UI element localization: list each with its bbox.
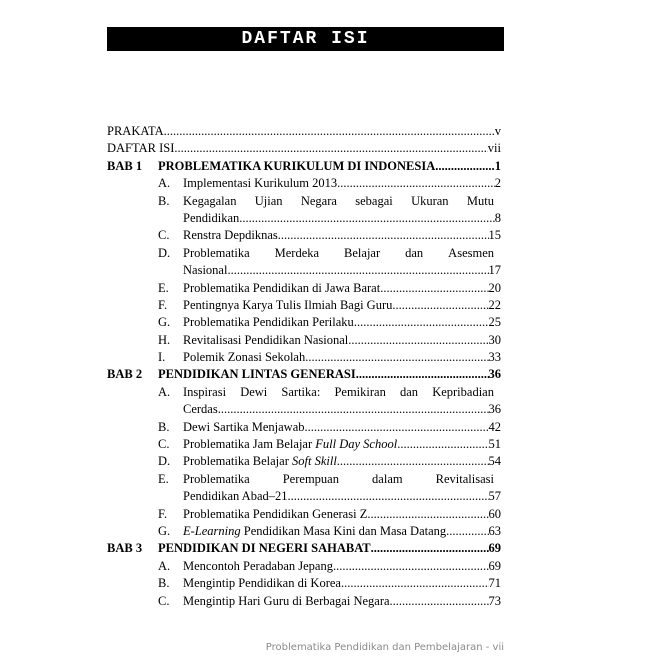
toc-entry[interactable] [107, 506, 501, 523]
entry-title-line2: Pendidikan [183, 210, 240, 225]
entry-title: E-Learning Pendidikan Masa Kini dan Masa Datang [183, 523, 447, 538]
entry-letter: A. [158, 176, 171, 191]
entry-letter: B. [158, 419, 170, 434]
entry-letter: F. [158, 297, 168, 312]
entry-title-line2: Nasional [183, 263, 228, 278]
entry-title: Problematika Belajar Soft Skill [183, 454, 337, 469]
entry-title: Polemik Zonasi Sekolah [183, 350, 306, 365]
entry-title: DAFTAR ISI [107, 141, 175, 156]
chapter-page: 36 [488, 367, 501, 382]
entry-letter: D. [158, 454, 171, 469]
entry-page: 8 [494, 210, 501, 225]
entry-page: v [494, 124, 501, 138]
toc-entry[interactable] [107, 436, 501, 453]
toc-entry[interactable] [107, 193, 501, 210]
entry-title: PRAKATA [107, 124, 164, 138]
chapter-page: 69 [488, 541, 501, 556]
entry-page: 30 [488, 332, 501, 347]
toc-entry-continuation[interactable] [107, 401, 501, 418]
toc-entry[interactable] [107, 558, 501, 575]
entry-title: Pentingnya Karya Tulis Ilmiah Bagi Guru [183, 297, 393, 312]
toc-entry[interactable] [107, 575, 501, 592]
entry-letter: B. [158, 576, 170, 591]
toc-entry[interactable] [107, 523, 501, 540]
entry-page: 17 [488, 263, 501, 278]
toc-entry[interactable] [107, 349, 501, 366]
entry-page: 22 [488, 297, 501, 312]
entry-title-line1: Problematika Perempuan dalam Revitalisasi [183, 471, 494, 486]
entry-letter: F. [158, 506, 168, 521]
entry-page: 71 [488, 576, 501, 591]
entry-letter: A. [158, 384, 171, 399]
entry-page: 51 [488, 437, 501, 452]
entry-title: Renstra Depdiknas [183, 228, 278, 243]
toc-entry[interactable] [107, 453, 501, 470]
entry-title-line1: Kegagalan Ujian Negara sebagai Ukuran Mutu [183, 193, 494, 208]
toc-chapter-bab2[interactable] [107, 366, 501, 383]
toc-entry[interactable] [107, 314, 501, 331]
entry-page: 15 [488, 228, 501, 243]
entry-title: Problematika Pendidikan Perilaku [183, 315, 354, 330]
entry-page: 36 [488, 402, 501, 417]
entry-page: 33 [488, 350, 501, 365]
entry-letter: B. [158, 193, 170, 208]
chapter-title: PROBLEMATIKA KURIKULUM DI INDONESIA [158, 158, 436, 173]
toc-entry-daftar-isi[interactable] [107, 140, 501, 157]
toc-entry[interactable] [107, 471, 501, 488]
entry-title: Revitalisasi Pendidikan Nasional [183, 332, 349, 347]
entry-title: Problematika Pendidikan Generasi Z [183, 506, 368, 521]
toc-entry[interactable] [107, 227, 501, 244]
entry-page: 73 [488, 593, 501, 608]
entry-letter: G. [158, 315, 171, 330]
entry-title-emphasis: E-Learning [183, 523, 241, 538]
toc-entry[interactable] [107, 297, 501, 314]
entry-letter: E. [158, 471, 169, 486]
entry-page: 2 [494, 176, 501, 191]
toc-entry[interactable] [107, 332, 501, 349]
toc-entry[interactable] [107, 593, 501, 610]
entry-page: 57 [488, 489, 501, 504]
entry-title-emphasis: Full Day School [315, 437, 398, 452]
toc-entry[interactable] [107, 245, 501, 262]
table-of-contents [107, 123, 501, 610]
page-footer: Problematika Pendidikan dan Pembelajaran - vii [265, 642, 504, 653]
entry-page: 25 [488, 315, 501, 330]
entry-letter: C. [158, 593, 170, 608]
page-title: DAFTAR ISI [241, 29, 370, 49]
toc-entry[interactable] [107, 419, 501, 436]
entry-title-line2: Cerdas [183, 402, 218, 417]
toc-chapter-bab1[interactable] [107, 158, 501, 175]
toc-entry-continuation[interactable] [107, 210, 501, 227]
entry-letter: H. [158, 332, 171, 347]
entry-title-line1: Inspirasi Dewi Sartika: Pemikiran dan Kepribadian [183, 384, 494, 399]
toc-entry[interactable] [107, 175, 501, 192]
chapter-label: BAB 3 [107, 541, 143, 556]
toc-chapter-bab3[interactable] [107, 540, 501, 557]
entry-title: Implementasi Kurikulum 2013 [183, 176, 338, 191]
entry-letter: C. [158, 228, 170, 243]
entry-title: Problematika Jam Belajar Full Day School [183, 437, 398, 452]
entry-page: 42 [488, 419, 501, 434]
entry-title: Mengintip Pendidikan di Korea [183, 576, 341, 591]
toc-entry-prakata[interactable] [107, 123, 501, 140]
chapter-label: BAB 1 [107, 158, 143, 173]
entry-page: 63 [488, 523, 501, 538]
toc-entry-continuation[interactable] [107, 488, 501, 505]
entry-letter: A. [158, 558, 171, 573]
entry-letter: G. [158, 523, 171, 538]
entry-page: 60 [488, 506, 501, 521]
toc-entry[interactable] [107, 384, 501, 401]
chapter-title: PENDIDIKAN LINTAS GENERASI [158, 367, 356, 382]
entry-title: Mencontoh Peradaban Jepang [183, 558, 333, 573]
entry-title-line2: Pendidikan Abad–21 [183, 489, 288, 504]
entry-title: Dewi Sartika Menjawab [183, 419, 305, 434]
toc-entry[interactable] [107, 280, 501, 297]
entry-page: 20 [488, 280, 501, 295]
entry-letter: D. [158, 245, 171, 260]
entry-title: Problematika Pendidikan di Jawa Barat [183, 280, 381, 295]
entry-page: vii [487, 141, 501, 156]
entry-page: 69 [488, 558, 501, 573]
entry-letter: C. [158, 437, 170, 452]
entry-title-line1: Problematika Merdeka Belajar dan Asesmen [183, 245, 494, 260]
entry-letter: E. [158, 280, 169, 295]
page-title-banner [107, 27, 504, 51]
entry-title-emphasis: Soft Skill [292, 454, 337, 469]
chapter-label: BAB 2 [107, 367, 143, 382]
entry-title: Mengintip Hari Guru di Berbagai Negara [183, 593, 390, 608]
toc-entry-continuation[interactable] [107, 262, 501, 279]
chapter-title: PENDIDIKAN DI NEGERI SAHABAT [158, 541, 371, 556]
chapter-page: 1 [494, 158, 501, 173]
entry-letter: I. [158, 350, 166, 365]
entry-page: 54 [488, 454, 501, 469]
